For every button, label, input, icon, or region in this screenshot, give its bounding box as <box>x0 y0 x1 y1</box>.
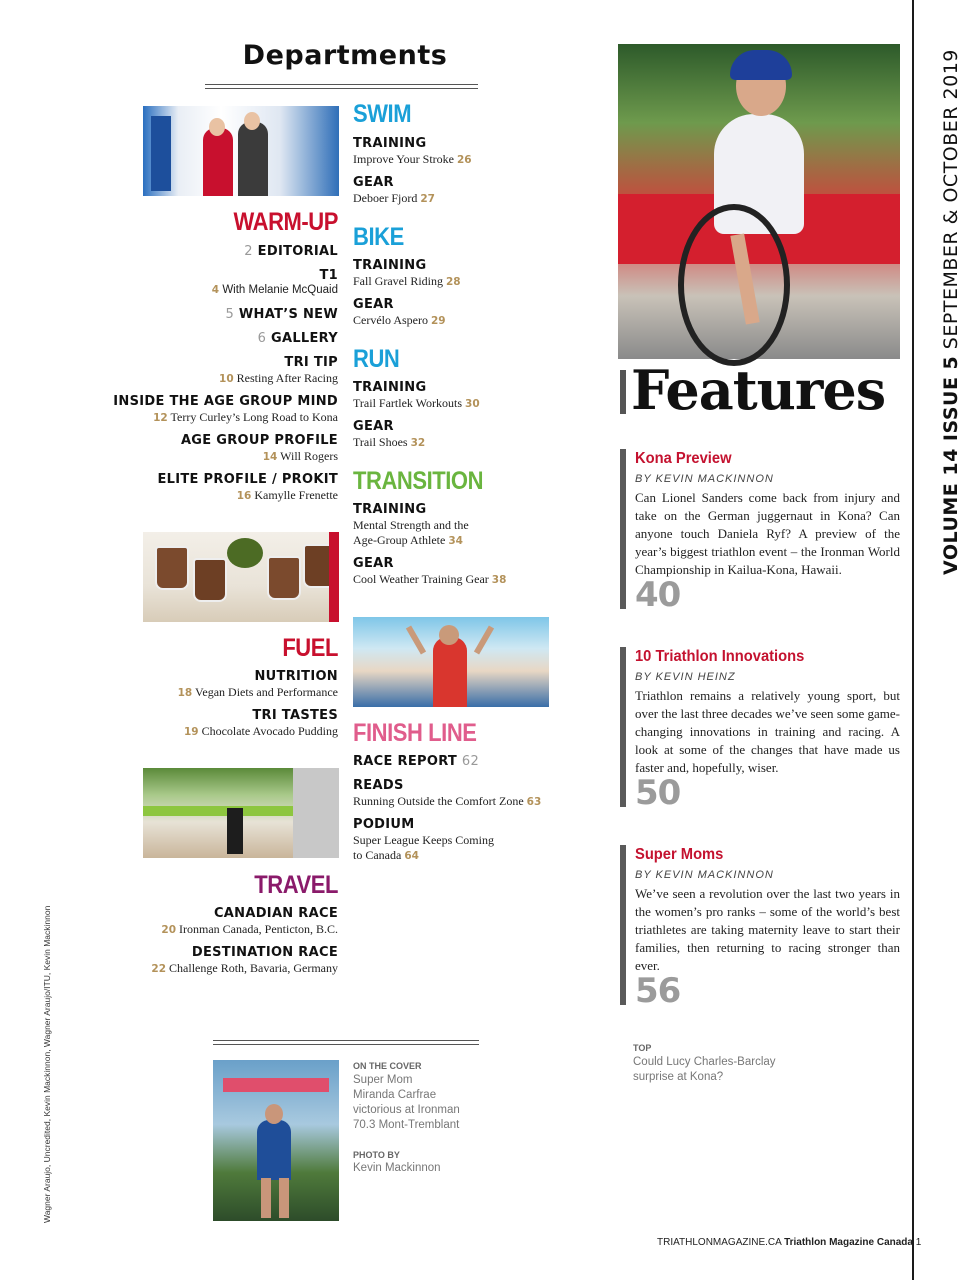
hero-photo <box>618 44 900 359</box>
elite-item[interactable] <box>80 488 338 503</box>
feature-accent-bar <box>620 845 626 1005</box>
swim-title: SWIM <box>353 100 412 128</box>
swim-gear-head: GEAR <box>353 175 394 190</box>
swim-gear-desc: Deboer Fjord <box>353 191 418 205</box>
agemind-desc: Terry Curley’s Long Road to Kona <box>170 410 338 424</box>
bike-title: BIKE <box>353 223 404 251</box>
canadian-item[interactable] <box>80 922 338 937</box>
page-number: 22 <box>151 963 167 975</box>
podium-desc-1: Super League Keeps Coming <box>353 833 494 847</box>
page-number: 62 <box>461 754 480 769</box>
tritip-head: TRI TIP <box>284 355 338 370</box>
nutrition-desc: Vegan Diets and Performance <box>195 685 338 699</box>
page-number: 64 <box>404 850 419 862</box>
swim-training-desc: Improve Your Stroke <box>353 152 454 166</box>
photo-credit: Kevin Mackinnon <box>353 1162 441 1174</box>
feature-text: We’ve seen a revolution over the last two years in the women’s pro ranks – some of the world’s best triathletes are taking maternity leave to start their families, then returning to racing stronger than ever. <box>635 886 900 973</box>
travel-photo <box>143 768 339 858</box>
transition-training-desc-1: Mental Strength and the <box>353 518 469 532</box>
issue-spine <box>940 49 962 575</box>
race-report-item[interactable] <box>353 754 479 769</box>
warmup-title: WARM-UP <box>233 208 338 236</box>
nutrition-head: NUTRITION <box>254 669 338 684</box>
podium-desc-2: to Canada <box>353 848 402 862</box>
page-number: 27 <box>420 193 435 205</box>
elite-desc: Kamylle Frenette <box>254 488 338 502</box>
cover-label: ON THE COVER <box>353 1061 422 1071</box>
whatsnew-head: WHAT’S NEW <box>238 307 338 322</box>
fuel-title: FUEL <box>282 634 338 662</box>
photo-credits: Wagner Araujo, Uncredited, Kevin Mackinnon, Wagner Araujo/ITU, Kevin Mackinnon <box>42 905 52 1223</box>
canadian-desc: Ironman Canada, Penticton, B.C. <box>179 922 338 936</box>
tastes-head: TRI TASTES <box>252 708 338 723</box>
page-number: 10 <box>219 373 234 385</box>
bike-gear-head: GEAR <box>353 297 394 312</box>
page-number: 34 <box>448 535 463 547</box>
title-rule <box>205 84 478 89</box>
page-number: 20 <box>161 924 177 936</box>
transition-gear-desc: Cool Weather Training Gear <box>353 572 489 586</box>
feature-accent-bar <box>620 449 626 609</box>
tastes-item[interactable] <box>80 724 338 739</box>
gallery-head: GALLERY <box>271 331 338 346</box>
feature-page[interactable]: 40 <box>635 575 681 615</box>
run-training-item[interactable] <box>353 396 480 411</box>
photo-by-label: PHOTO BY <box>353 1150 400 1160</box>
run-training-head: TRAINING <box>353 380 427 395</box>
feature-title[interactable]: Kona Preview <box>635 450 732 467</box>
feature-byline: BY KEVIN MACKINNON <box>635 473 774 485</box>
feature-text: Can Lionel Sanders come back from injury and take on the German juggernaut in Kona? Can anyone touch Daniela Ryf? A preview of the year’s biggest triathlon event – the Ironman World Championship in Kailua-Kona, Hawaii. <box>635 490 900 577</box>
travel-title: TRAVEL <box>254 871 338 899</box>
cover-line-3: victorious at Ironman <box>353 1104 460 1116</box>
swim-training-item[interactable] <box>353 152 472 167</box>
departments-title: Departments <box>242 40 448 71</box>
t1-item[interactable] <box>80 284 338 296</box>
t1-desc: With Melanie McQuaid <box>222 284 338 296</box>
transition-training-head: TRAINING <box>353 502 427 517</box>
page-number: 14 <box>262 451 278 463</box>
features-title: Features <box>631 358 886 422</box>
top-caption-label: TOP <box>633 1043 652 1053</box>
page-number: 5 <box>225 307 235 322</box>
reads-desc: Running Outside the Comfort Zone <box>353 794 524 808</box>
run-gear-item[interactable] <box>353 435 425 450</box>
nutrition-item[interactable] <box>80 685 338 700</box>
transition-gear-head: GEAR <box>353 556 394 571</box>
feature-byline: BY KEVIN MACKINNON <box>635 869 774 881</box>
feature-page[interactable]: 50 <box>635 773 681 813</box>
finish-line-photo <box>353 617 549 707</box>
bike-training-head: TRAINING <box>353 258 427 273</box>
podium-item[interactable] <box>353 833 494 864</box>
t1-head: T1 <box>319 268 338 283</box>
finish-line-title: FINISH LINE <box>353 719 477 747</box>
footer <box>657 1237 921 1248</box>
agemind-item[interactable] <box>80 410 338 425</box>
dest-item[interactable] <box>80 961 338 976</box>
run-title: RUN <box>353 345 400 373</box>
page-number: 16 <box>236 490 252 502</box>
cover-photo <box>213 1060 339 1221</box>
cover-line-2: Miranda Carfrae <box>353 1089 437 1101</box>
tritip-desc: Resting After Racing <box>236 371 338 385</box>
run-gear-desc: Trail Shoes <box>353 435 408 449</box>
cover-caption <box>353 1073 460 1133</box>
issue-date: SEPTEMBER & OCTOBER 2019 <box>940 49 962 350</box>
editorial-item[interactable] <box>80 244 338 259</box>
editorial-head: EDITORIAL <box>257 244 338 259</box>
footer-site[interactable]: TRIATHLONMAGAZINE.CA <box>657 1237 782 1248</box>
page-number: 26 <box>457 154 472 166</box>
podium-photo <box>143 106 339 196</box>
ageprofile-desc: Will Rogers <box>280 449 338 463</box>
page-number: 28 <box>446 276 461 288</box>
page-edge-rule <box>912 0 914 1280</box>
swim-training-head: TRAINING <box>353 136 427 151</box>
page-number: 18 <box>177 687 193 699</box>
page-number: 32 <box>410 437 426 449</box>
top-caption <box>633 1055 776 1085</box>
page-number: 2 <box>244 244 253 259</box>
transition-title: TRANSITION <box>353 467 484 495</box>
whatsnew-item[interactable] <box>80 307 338 322</box>
page-number: 12 <box>153 412 168 424</box>
bike-training-desc: Fall Gravel Riding <box>353 274 443 288</box>
footer-page-number: 1 <box>915 1237 922 1248</box>
transition-gear-item[interactable] <box>353 572 506 587</box>
page-number: 38 <box>491 574 507 586</box>
feature-accent-bar <box>620 647 626 807</box>
reads-head: READS <box>353 778 404 793</box>
pudding-photo <box>143 532 339 622</box>
agemind-head: INSIDE THE AGE GROUP MIND <box>113 394 338 409</box>
page-number: 6 <box>257 331 267 346</box>
issue-volume: VOLUME 14 ISSUE 5 <box>940 355 962 575</box>
footer-magazine: Triathlon Magazine Canada <box>784 1237 913 1248</box>
feature-text: Triathlon remains a relatively young sport, but over the last three decades we’ve seen some game-changing innovations in training and racing. A look at some of the changes that have made us faster and, hopefully, wiser. <box>635 688 900 775</box>
transition-training-desc-2: Age-Group Athlete <box>353 533 446 547</box>
page-number: 19 <box>183 726 199 738</box>
podium-head: PODIUM <box>353 817 415 832</box>
feature-byline: BY KEVIN HEINZ <box>635 671 736 683</box>
tritip-item[interactable] <box>80 371 338 386</box>
cover-line-4: 70.3 Mont-Tremblant <box>353 1119 460 1131</box>
feature-page[interactable]: 56 <box>635 971 681 1011</box>
run-training-desc: Trail Fartlek Workouts <box>353 396 463 410</box>
elite-head: ELITE PROFILE / PROKIT <box>157 472 338 487</box>
features-accent-bar <box>620 370 626 414</box>
dest-head: DESTINATION RACE <box>191 945 338 960</box>
page-number: 4 <box>211 284 220 296</box>
ageprofile-item[interactable] <box>80 449 338 464</box>
page-number: 30 <box>465 398 480 410</box>
page-number: 63 <box>526 796 542 808</box>
page-number: 29 <box>430 315 446 327</box>
feature-title[interactable]: Super Moms <box>635 846 724 863</box>
top-caption-line-1: Could Lucy Charles-Barclay <box>633 1056 776 1068</box>
canadian-head: CANADIAN RACE <box>213 906 338 921</box>
cover-line-1: Super Mom <box>353 1074 413 1086</box>
run-gear-head: GEAR <box>353 419 394 434</box>
reads-item[interactable] <box>353 794 541 809</box>
cover-rule <box>213 1040 479 1045</box>
dest-desc: Challenge Roth, Bavaria, Germany <box>169 961 338 975</box>
race-report-head: RACE REPORT <box>353 754 458 769</box>
bike-gear-desc: Cervélo Aspero <box>353 313 428 327</box>
ageprofile-head: AGE GROUP PROFILE <box>180 433 338 448</box>
feature-title[interactable]: 10 Triathlon Innovations <box>635 648 805 665</box>
bike-gear-item[interactable] <box>353 313 446 328</box>
top-caption-line-2: surprise at Kona? <box>633 1071 724 1083</box>
swim-gear-item[interactable] <box>353 191 435 206</box>
bike-training-item[interactable] <box>353 274 461 289</box>
tastes-desc: Chocolate Avocado Pudding <box>201 724 338 738</box>
gallery-item[interactable] <box>80 331 338 346</box>
transition-training-item[interactable] <box>353 518 469 549</box>
